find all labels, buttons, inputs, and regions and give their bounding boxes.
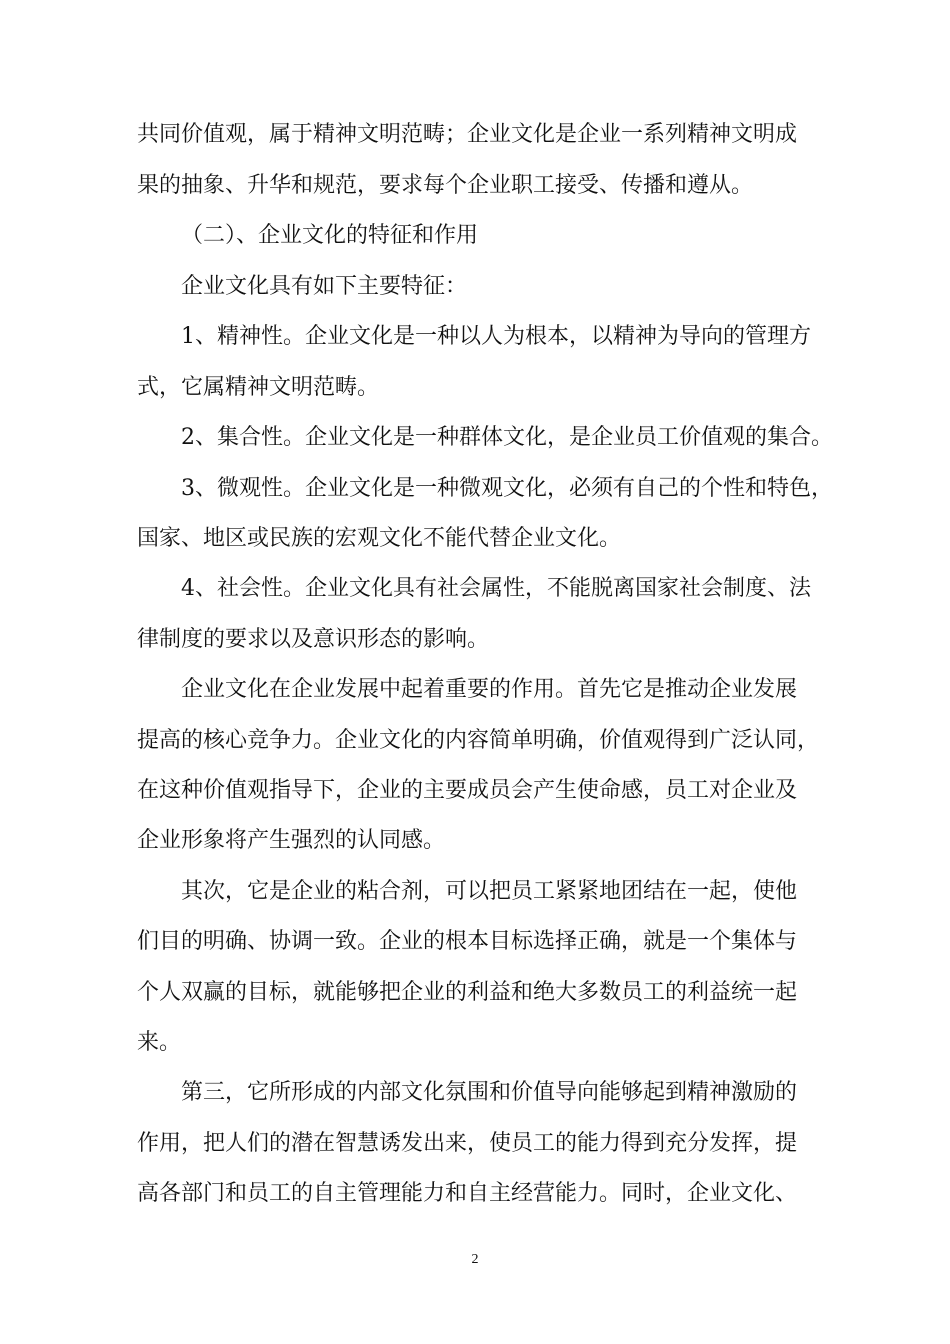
text-line: 们目的明确、协调一致。企业的根本目标选择正确，就是一个集体与 — [137, 929, 798, 954]
list-item: 1、精神性。企业文化是一种以人为根本，以精神为导向的管理方 — [181, 324, 811, 349]
text-line: 第三，它所形成的内部文化氛围和价值导向能够起到精神激励的 — [181, 1080, 798, 1105]
text-line: 企业形象将产生强烈的认同感。 — [137, 828, 446, 853]
text-line: 式，它属精神文明范畴。 — [137, 375, 380, 400]
text-line: 国家、地区或民族的宏观文化不能代替企业文化。 — [137, 526, 622, 551]
section-heading: （二）、企业文化的特征和作用 — [181, 223, 479, 248]
text-line: 律制度的要求以及意识形态的影响。 — [137, 627, 490, 652]
text-line: 企业文化在企业发展中起着重要的作用。首先它是推动企业发展 — [181, 677, 798, 702]
text-line: 作用，把人们的潜在智慧诱发出来，使员工的能力得到充分发挥，提 — [137, 1131, 798, 1156]
text-line: 其次，它是企业的粘合剂，可以把员工紧紧地团结在一起，使他 — [181, 879, 798, 904]
text-line: 个人双赢的目标，就能够把企业的利益和绝大多数员工的利益统一起 — [137, 980, 798, 1005]
text-line: 来。 — [137, 1030, 182, 1055]
list-item: 4、社会性。企业文化具有社会属性，不能脱离国家社会制度、法 — [181, 576, 811, 601]
text-line: 共同价值观，属于精神文明范畴；企业文化是企业一系列精神文明成 — [137, 122, 798, 147]
text-line: 高各部门和员工的自主管理能力和自主经营能力。同时，企业文化、 — [137, 1181, 798, 1206]
text-line: 在这种价值观指导下，企业的主要成员会产生使命感，员工对企业及 — [137, 778, 798, 803]
page-number: 2 — [471, 1252, 479, 1267]
text-line: 果的抽象、升华和规范，要求每个企业职工接受、传播和遵从。 — [137, 173, 754, 198]
list-item: 2、集合性。企业文化是一种群体文化，是企业员工价值观的集合。 — [181, 425, 833, 450]
list-item: 3、微观性。企业文化是一种微观文化，必须有自己的个性和特色， — [181, 476, 833, 501]
text-line: 企业文化具有如下主要特征： — [181, 274, 468, 299]
text-line: 提高的核心竞争力。企业文化的内容简单明确，价值观得到广泛认同， — [137, 728, 820, 753]
